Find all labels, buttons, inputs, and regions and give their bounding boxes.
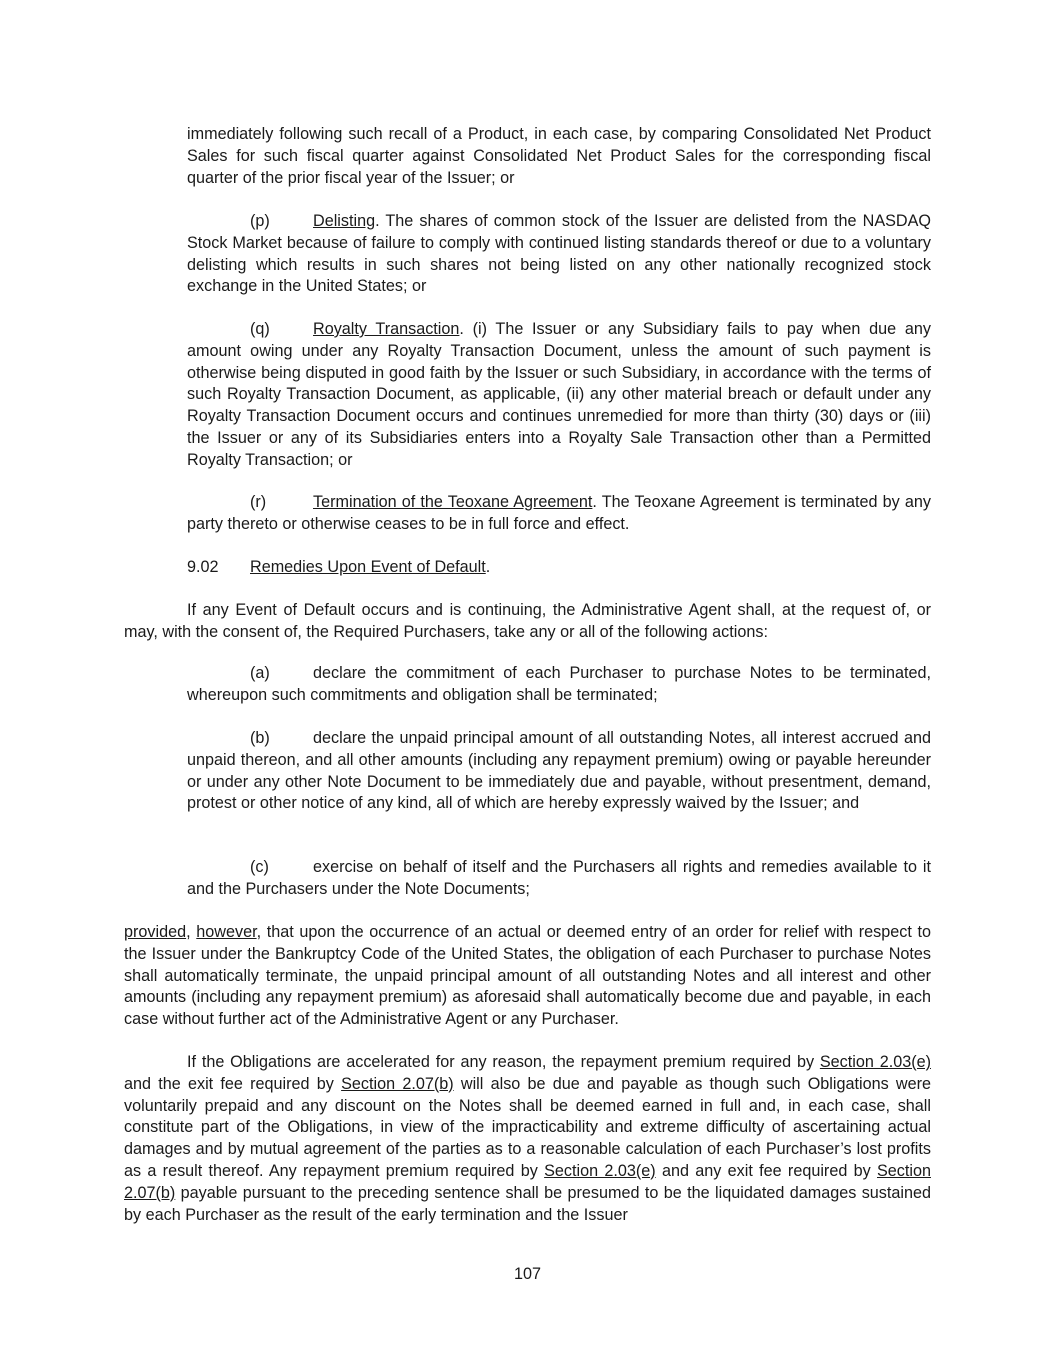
clause-label: (p) bbox=[250, 212, 270, 230]
paragraph-text: and any exit fee required by bbox=[655, 1161, 877, 1180]
term-however: however bbox=[196, 923, 257, 941]
clause-heading: Delisting bbox=[313, 212, 376, 230]
paragraph-r bbox=[187, 492, 931, 536]
section-number: 9.02 bbox=[187, 558, 219, 576]
paragraph-q bbox=[187, 319, 931, 472]
paragraph-text: payable pursuant to the preceding sentence shall be presumed to be the liquidated damages sustained by each Purchaser as the result of the early termination and the Issuer bbox=[124, 1183, 931, 1224]
paragraph-text: . The shares of common stock of the Issuer are delisted from the NASDAQ Stock Market because of failure to comply with continued listing standards thereof or due to a voluntary delisting which results in such shares not being listed on any other nationally recognized stock exchange in the United States; or bbox=[187, 212, 931, 296]
clause-label: (c) bbox=[250, 858, 269, 876]
term-provided: provided bbox=[124, 923, 187, 941]
paragraph-acceleration bbox=[124, 1052, 931, 1226]
section-reference: Section 2.03(e) bbox=[544, 1161, 656, 1180]
clause-label: (r) bbox=[250, 493, 267, 511]
paragraph-text: . The Teoxane Agreement is terminated by any party thereto or otherwise ceases to be in full force and effect. bbox=[187, 493, 931, 533]
paragraph-p bbox=[187, 211, 931, 298]
paragraph-a bbox=[187, 663, 931, 707]
paragraph-text: declare the commitment of each Purchaser to purchase Notes to be terminated, whereupon such commitments and obligation shall be terminated; bbox=[187, 664, 931, 704]
paragraph-intro bbox=[124, 600, 931, 644]
separator: , bbox=[186, 923, 197, 941]
paragraph-o-continuation bbox=[187, 124, 931, 189]
section-reference: Section 2.07(b) bbox=[341, 1074, 454, 1093]
paragraph-text: exercise on behalf of itself and the Purchasers all rights and remedies available to it and the Purchasers under the Note Documents; bbox=[187, 858, 931, 898]
page-number: 107 bbox=[513, 1265, 541, 1283]
paragraph-proviso bbox=[124, 922, 931, 1031]
section-reference: Section 2.07(b) bbox=[124, 1161, 931, 1202]
section-title: Remedies Upon Event of Default bbox=[250, 558, 486, 576]
paragraph-text: immediately following such recall of a Product, in each case, by comparing Consolidated Net Product Sales for such fiscal quarter against Consolidated Net Product Sales for the corresponding fiscal quarter of the prior fiscal year of the Issuer; or bbox=[187, 125, 931, 187]
clause-label: (b) bbox=[250, 729, 270, 747]
paragraph-text: If any Event of Default occurs and is continuing, the Administrative Agent shall, at the request of, or may, with the consent of, the Required Purchasers, take any or all of the following actions: bbox=[124, 601, 931, 641]
paragraph-c bbox=[187, 857, 931, 901]
clause-label: (q) bbox=[250, 320, 270, 338]
clause-heading: Termination of the Teoxane Agreement bbox=[313, 493, 593, 511]
clause-heading: Royalty Transaction bbox=[313, 320, 460, 338]
paragraph-text: , that upon the occurrence of an actual or deemed entry of an order for relief with respect to the Issuer under the Bankruptcy Code of the United States, the obligation of each Purchaser to purchase Notes shall automatically terminate, the unpaid principal amount of all outstanding Notes and all interest and other amounts (including any repayment premium) as aforesaid shall automatically become due and payable, in each case without further act of the Administrative Agent or any Purchaser. bbox=[124, 923, 931, 1029]
paragraph-text: declare the unpaid principal amount of all outstanding Notes, all interest accrued and unpaid thereon, and all other amounts (including any repayment premium) owing or payable hereunder or under any other Note Document to be immediately due and payable, without presentment, demand, protest or other notice of any kind, all of which are hereby expressly waived by the Issuer; and bbox=[187, 729, 931, 813]
section-reference: Section 2.03(e) bbox=[819, 1053, 931, 1071]
paragraph-text: and the exit fee required by bbox=[124, 1074, 342, 1093]
paragraph-text: will also be due and payable as though such Obligations were voluntarily prepaid and any discount on the Notes shall be deemed earned in full and, in each case, shall constitute part of the Obligations, in view of the impracticability and extreme difficulty of ascertaining actual damages and by mutual agreement of the parties as to a reasonable calculation of each Purchaser’s lost profits as a result thereof. Any repayment premium required by bbox=[124, 1074, 931, 1180]
paragraph-text: . (i) The Issuer or any Subsidiary fails to pay when due any amount owing under any Royalty Transaction Document, unless the amount of such payment is otherwise being disputed in good faith by the Issuer or such Subsidiary, in accordance with the terms of such Royalty Transaction Document, as applicable, (ii) any other material breach or default under any Royalty Transaction Document occurs and continues unremedied for more than thirty (30) days or (iii) the Issuer or any of its Subsidiaries enters into a Royalty Sale Transaction other than a Permitted Royalty Transaction; or bbox=[187, 320, 931, 469]
paragraph-b bbox=[187, 728, 931, 815]
paragraph-text: If the Obligations are accelerated for any reason, the repayment premium required by bbox=[187, 1053, 820, 1071]
section-punctuation: . bbox=[485, 558, 491, 576]
clause-label: (a) bbox=[250, 664, 270, 682]
section-heading-9-02 bbox=[187, 557, 931, 579]
